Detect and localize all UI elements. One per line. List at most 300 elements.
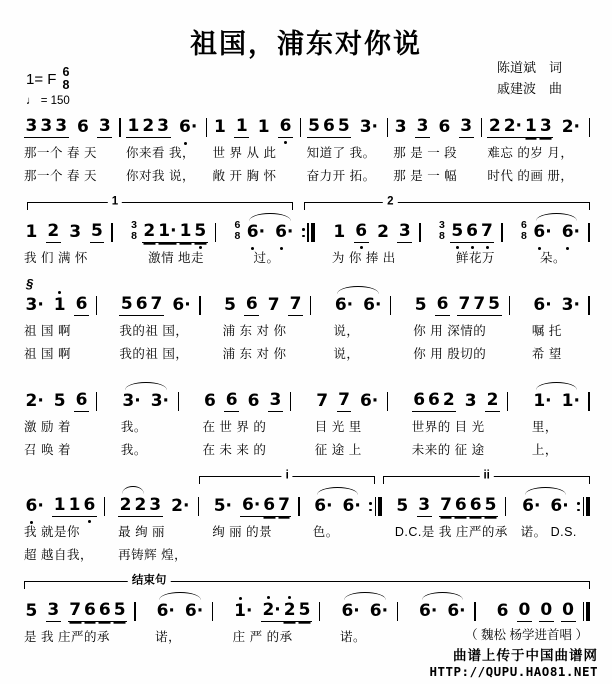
note: 1 xyxy=(68,495,81,515)
notes-row xyxy=(418,597,476,622)
note-gap xyxy=(347,242,354,243)
note: 6· xyxy=(419,601,438,621)
measure xyxy=(413,291,510,362)
measure xyxy=(418,597,476,627)
notes-row xyxy=(212,492,300,517)
note-gap xyxy=(83,242,90,243)
measure xyxy=(438,218,503,266)
note-gap xyxy=(554,621,561,622)
lyrics-row: 未来的 征 途 xyxy=(411,443,485,457)
note-gap xyxy=(254,621,261,622)
note: 7 xyxy=(473,294,486,314)
lyrics-row: 为 你 捧 出 xyxy=(331,251,396,265)
measure xyxy=(212,492,300,540)
note: 6 xyxy=(496,601,509,621)
note: 7 xyxy=(316,391,329,411)
lyrics-row: 鲜花万 xyxy=(455,251,495,265)
lyrics-row: 过。 xyxy=(253,251,280,265)
lyrics-row: 希 望 xyxy=(531,347,562,361)
note-gap xyxy=(456,411,463,412)
lyrics-row: 激 励 着 xyxy=(24,420,71,434)
time-signature-change: 6 8 xyxy=(234,218,241,242)
note-gap xyxy=(553,137,560,138)
meter-denominator: 8 xyxy=(62,78,70,93)
note: 6 xyxy=(413,390,426,410)
lyrics-row: 在 未 来 的 xyxy=(202,443,267,457)
notes-row xyxy=(393,113,482,138)
slur xyxy=(340,600,390,622)
note-gap xyxy=(330,411,337,412)
note: 2· xyxy=(171,496,190,516)
note: 1 xyxy=(235,116,248,136)
volta-bracket xyxy=(24,574,590,589)
slur xyxy=(532,390,582,412)
barline xyxy=(588,392,590,411)
note-gap xyxy=(45,411,52,412)
note: 5 xyxy=(113,600,126,620)
note-gap xyxy=(553,315,560,316)
lyrics-row: 说， xyxy=(333,347,360,361)
measure xyxy=(307,113,388,184)
note: 1 xyxy=(333,222,346,242)
note-gap xyxy=(67,315,74,316)
note: 6 xyxy=(98,600,111,620)
note: 0 xyxy=(540,600,553,620)
lyrics-row: 浦 东 对 你 xyxy=(222,347,287,361)
lyrics-row: 那 是 一 幅 xyxy=(393,169,458,183)
note: 7 xyxy=(481,221,493,241)
lyrics-row: 超 越自我， xyxy=(24,548,93,562)
note: 5 xyxy=(298,600,311,620)
slur xyxy=(521,495,571,517)
note: 1 xyxy=(257,117,270,137)
measure xyxy=(532,387,590,458)
lyrics-row: 征 途 上 xyxy=(314,443,362,457)
note-gap xyxy=(90,137,97,138)
note-gap xyxy=(410,516,417,517)
measure xyxy=(313,492,382,540)
lyrics-row: 嘱 托 xyxy=(531,324,562,338)
note-gap xyxy=(553,242,560,243)
lyrics-row: 色。 xyxy=(312,525,339,539)
notes-row xyxy=(307,113,388,138)
measure xyxy=(233,597,321,645)
score-line xyxy=(24,195,590,266)
note-gap xyxy=(233,516,240,517)
note: 6· xyxy=(533,222,552,242)
volta-label: 结束句 xyxy=(128,576,171,588)
score-line xyxy=(24,103,590,184)
note-gap xyxy=(271,137,278,138)
note: 6· xyxy=(359,391,379,411)
note: 3 xyxy=(416,116,429,136)
note: 2 xyxy=(119,495,132,515)
note: 6· xyxy=(246,222,266,242)
lyrics-row: 诺， xyxy=(155,630,182,644)
note: 6· xyxy=(550,496,569,516)
barline xyxy=(397,602,399,621)
measure xyxy=(332,218,421,266)
note: 6· xyxy=(447,601,466,621)
lyrics-row: 召 唤 着 xyxy=(24,443,71,457)
notes-row xyxy=(315,387,388,412)
notes-row xyxy=(118,492,199,517)
footer-site-name: 曲谱上传于中国曲谱网 xyxy=(453,648,598,663)
note: 3 xyxy=(47,600,60,620)
note: 2· xyxy=(262,600,281,620)
note: 6· xyxy=(156,601,175,621)
note: 6· xyxy=(334,295,354,315)
measure xyxy=(155,597,213,645)
lyrics-row: 你来看 我， xyxy=(125,146,195,160)
barline xyxy=(300,118,302,137)
note: 5 xyxy=(194,221,207,241)
lyrics-row: D.C.是 我 庄严的承 xyxy=(394,525,508,539)
note-gap xyxy=(163,516,170,517)
lyrics-row: 说， xyxy=(333,324,360,338)
notes-row xyxy=(233,218,314,243)
note: 6 xyxy=(355,221,368,241)
notes-row xyxy=(332,218,421,243)
lyricist-credit: 陈道斌 词 xyxy=(496,60,562,75)
measure xyxy=(495,597,590,627)
note: 5 xyxy=(53,391,66,411)
note: 2 xyxy=(488,116,501,136)
note: 6 xyxy=(428,390,440,410)
note-gap xyxy=(450,315,457,316)
note: 2 xyxy=(134,495,147,515)
note: 6 xyxy=(203,391,216,411)
notes-row xyxy=(155,597,213,622)
lyrics-row: 是 我 庄严的承 xyxy=(24,630,110,644)
note-gap xyxy=(171,137,178,138)
notes-row xyxy=(119,291,200,316)
lyrics-row: 祖 国 啊 xyxy=(24,324,71,338)
lyrics-row: 我 就是你 xyxy=(24,525,80,539)
notes-row xyxy=(532,291,590,316)
lyrics-row: 上， xyxy=(531,443,558,457)
barline xyxy=(387,118,389,137)
note-gap xyxy=(217,411,224,412)
measure xyxy=(520,218,590,266)
barline xyxy=(589,118,591,137)
note: 6· xyxy=(363,295,382,315)
note: 3 xyxy=(69,222,82,242)
note: 5 xyxy=(451,221,464,241)
barline xyxy=(505,497,507,516)
note: 3 xyxy=(394,117,407,137)
barline xyxy=(96,392,98,411)
note: 1· xyxy=(533,391,552,411)
measure xyxy=(213,113,302,184)
notes-row xyxy=(340,597,398,622)
barline xyxy=(378,497,382,516)
note: 7 xyxy=(267,295,280,315)
notes-row xyxy=(24,387,97,412)
lyrics-row: 在 世 界 的 xyxy=(202,420,267,434)
measure xyxy=(24,218,113,266)
quarter-note-icon: ♩ xyxy=(26,95,38,108)
note: 6· xyxy=(179,117,198,137)
barline xyxy=(178,392,180,411)
score-line xyxy=(24,574,590,645)
song-title: 祖国，浦东对你说 xyxy=(190,29,422,59)
note: 6 xyxy=(83,495,96,515)
note: 6 xyxy=(279,116,292,136)
measure xyxy=(24,291,97,362)
note: 6· xyxy=(561,222,580,242)
note: 3 xyxy=(269,390,282,410)
note-gap xyxy=(432,516,439,517)
barline xyxy=(104,497,106,516)
note: 0 xyxy=(562,600,574,620)
note: 5 xyxy=(91,221,103,241)
barline xyxy=(583,497,585,516)
note: 3 xyxy=(418,495,431,515)
note: 7 xyxy=(289,294,302,314)
measure xyxy=(340,597,398,645)
lyrics-row: 世 界 从 此 xyxy=(212,146,277,160)
note: 3 xyxy=(40,116,53,136)
barline xyxy=(198,497,200,516)
repeat-end-barline xyxy=(577,497,590,516)
note: 6 xyxy=(247,391,260,411)
note-gap xyxy=(237,315,244,316)
notes-row xyxy=(24,218,113,243)
note-gap xyxy=(553,411,560,412)
note: 2 xyxy=(486,390,499,410)
note: 5 xyxy=(120,294,133,314)
lyrics-row: 我。 xyxy=(120,443,147,457)
note-gap xyxy=(430,137,437,138)
note: 2· xyxy=(25,391,44,411)
barline xyxy=(212,602,214,621)
time-signature-main xyxy=(62,66,69,92)
note-gap xyxy=(39,242,46,243)
lyrics-row: 那一个 春 天 xyxy=(24,146,97,160)
notes-row xyxy=(24,113,121,138)
notes-row xyxy=(130,218,216,243)
barline xyxy=(199,296,201,315)
volta-bracket xyxy=(27,195,293,210)
note: 1 xyxy=(53,495,66,515)
segno-icon: § xyxy=(26,276,34,291)
note: 1· xyxy=(234,601,253,621)
repeat-dots xyxy=(302,228,305,238)
lyrics-row: 诺。 D.S. xyxy=(520,525,577,539)
barline xyxy=(111,223,113,242)
lyrics-row: 我的祖 国， xyxy=(119,324,189,338)
time-signature-change: 6 8 xyxy=(521,218,527,242)
note: 2· xyxy=(561,117,580,137)
notes-row xyxy=(412,387,509,412)
note-gap xyxy=(164,315,171,316)
notes-row xyxy=(313,492,382,517)
note: 6· xyxy=(314,496,333,516)
lyrics-row: 那一个 春 天 xyxy=(24,169,97,183)
notes-row xyxy=(202,387,291,412)
note: 2· xyxy=(503,116,523,136)
notes-row xyxy=(521,492,590,517)
slur xyxy=(155,600,205,622)
note: 6 xyxy=(77,117,89,137)
note: 7 xyxy=(150,294,163,314)
note: 0 xyxy=(518,600,531,620)
note-gap xyxy=(355,315,362,316)
note-gap xyxy=(478,411,485,412)
note: 6· xyxy=(241,495,261,515)
key-signature: 1= F xyxy=(26,70,57,88)
lyrics-row: 绚 丽 的景 xyxy=(212,525,273,539)
note-gap xyxy=(351,137,358,138)
note-gap xyxy=(390,242,397,243)
lyrics-row: 里， xyxy=(531,420,558,434)
note-gap xyxy=(532,621,539,622)
note: 2 xyxy=(377,222,389,242)
measure xyxy=(532,291,590,362)
note: 1 xyxy=(179,221,192,241)
volta-label: i xyxy=(282,471,293,483)
barline xyxy=(586,497,590,516)
note-gap xyxy=(45,516,52,517)
note: 6· xyxy=(184,601,204,621)
slur xyxy=(118,494,148,517)
measure xyxy=(24,387,97,458)
notes-row xyxy=(233,597,321,622)
note: 7 xyxy=(458,294,471,314)
lyrics-row: 世界的 目 光 xyxy=(411,420,485,434)
barline xyxy=(583,602,585,621)
note-gap xyxy=(249,137,256,138)
note-gap xyxy=(261,411,268,412)
note: 3 xyxy=(539,116,552,136)
notes-row xyxy=(121,387,179,412)
notes-row xyxy=(532,387,590,412)
barline xyxy=(501,223,503,242)
barline xyxy=(290,392,292,411)
note-gap xyxy=(61,621,68,622)
measure xyxy=(121,387,179,458)
barline xyxy=(215,223,217,242)
measure xyxy=(24,113,121,184)
note-gap xyxy=(281,315,288,316)
footer xyxy=(429,644,598,679)
lyrics-row: 敞 开 胸 怀 xyxy=(212,169,277,183)
time-signature-change: 3 8 xyxy=(131,218,137,242)
lyrics-row: 祖 国 啊 xyxy=(24,347,71,361)
note: 2 xyxy=(142,116,155,136)
note: 5 xyxy=(337,116,350,136)
barline xyxy=(586,602,590,621)
note-gap xyxy=(39,621,46,622)
lyrics-row: 你 用 深情的 xyxy=(413,324,487,338)
time-signature-change: 3 8 xyxy=(438,218,445,242)
lyrics-row: 难忘 的岁 月， xyxy=(487,146,574,160)
notes-row xyxy=(333,291,391,316)
performer-credit: （ 魏松 杨学进首唱 ） xyxy=(465,628,588,642)
measure xyxy=(487,113,590,184)
note-gap xyxy=(369,242,376,243)
score-line xyxy=(24,469,590,563)
note-gap xyxy=(510,621,517,622)
note-gap xyxy=(259,315,266,316)
lyrics-row: 诺。 xyxy=(339,630,366,644)
note: 6· xyxy=(522,496,541,516)
note: 7 xyxy=(278,495,290,515)
barline xyxy=(375,497,377,516)
measure xyxy=(333,291,391,362)
notes-row xyxy=(24,597,136,622)
volta-label: ii xyxy=(479,471,493,483)
note: 3· xyxy=(150,391,170,411)
note: 3· xyxy=(561,295,580,315)
note: 6 xyxy=(75,390,88,410)
lyrics-row: 时代 的画 册， xyxy=(487,169,574,183)
barline xyxy=(206,118,208,137)
note-gap xyxy=(351,411,358,412)
note: 3 xyxy=(460,116,473,136)
note: 3 xyxy=(398,221,411,241)
note: 5 xyxy=(224,295,236,315)
note: 3 xyxy=(25,116,38,136)
score-line xyxy=(24,377,590,458)
barline xyxy=(588,223,590,242)
measure xyxy=(118,492,199,563)
slur xyxy=(532,221,582,243)
note: 1 xyxy=(127,116,140,136)
repeat-dots xyxy=(369,502,372,512)
note: 6· xyxy=(172,295,191,315)
score xyxy=(24,103,590,645)
note-gap xyxy=(45,315,52,316)
note-gap xyxy=(439,621,446,622)
note: 2 xyxy=(47,221,60,241)
note: 1 xyxy=(525,116,537,136)
notes-row xyxy=(438,218,503,243)
measure xyxy=(233,218,314,266)
note: 5 xyxy=(308,116,321,136)
note: 6 xyxy=(84,600,96,620)
volta-label: 1 xyxy=(108,197,122,209)
note: 6· xyxy=(341,601,360,621)
lyrics-row: 激情 地走 xyxy=(148,251,205,265)
barline xyxy=(96,296,98,315)
slur xyxy=(121,390,171,412)
note-gap xyxy=(142,411,149,412)
notes-row xyxy=(487,113,590,138)
note: 1· xyxy=(158,221,177,241)
measure xyxy=(521,492,590,540)
note-gap xyxy=(176,621,183,622)
note-gap xyxy=(239,411,246,412)
barline xyxy=(119,118,121,137)
note: 5· xyxy=(213,496,232,516)
note: 3· xyxy=(25,295,44,315)
note: 6 xyxy=(263,495,276,515)
notes-row xyxy=(223,291,312,316)
barline xyxy=(134,602,136,621)
note-gap xyxy=(334,516,341,517)
note: 7 xyxy=(440,495,452,515)
note: 6 xyxy=(454,495,467,515)
repeat-end-barline xyxy=(369,497,382,516)
lyrics-row: 我。 xyxy=(120,420,147,434)
measure xyxy=(119,291,200,362)
measure xyxy=(130,218,216,266)
note-gap xyxy=(61,242,68,243)
lyrics-row: 那 是 一 段 xyxy=(393,146,458,160)
note-gap xyxy=(452,137,459,138)
